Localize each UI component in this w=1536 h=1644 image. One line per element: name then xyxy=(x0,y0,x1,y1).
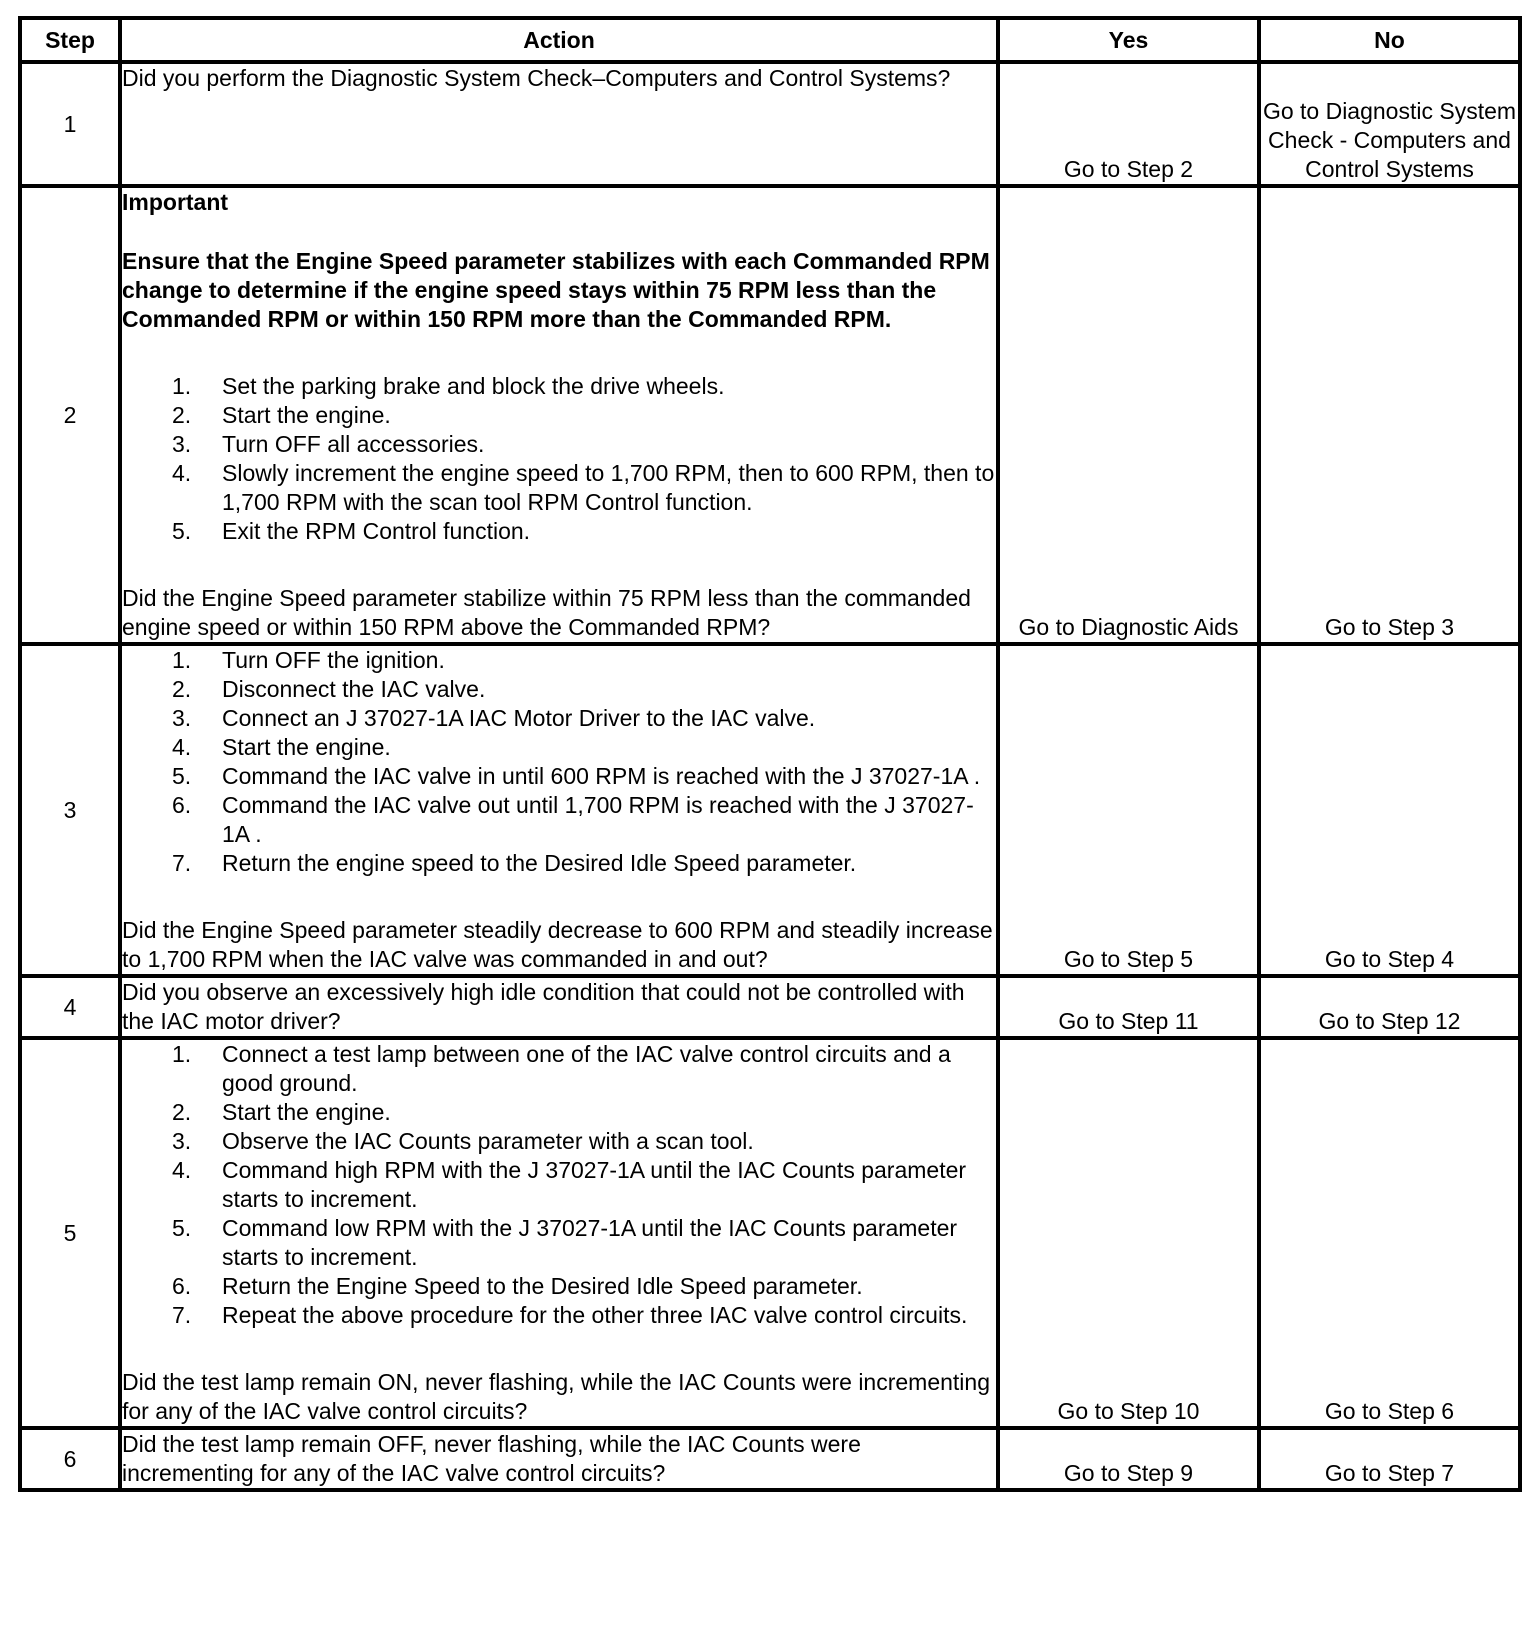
yes-cell: Go to Diagnostic Aids xyxy=(998,186,1259,644)
step-number: 1 xyxy=(20,62,120,186)
step-number: 3 xyxy=(20,644,120,976)
list-item: 7. Return the engine speed to the Desired Idle Speed parameter. xyxy=(172,850,857,876)
no-cell: Go to Step 3 xyxy=(1259,186,1520,644)
procedure-list xyxy=(122,646,996,878)
list-item: 6. Return the Engine Speed to the Desired Idle Speed parameter. xyxy=(172,1273,863,1299)
important-title: Important xyxy=(122,189,229,215)
no-cell: Go to Step 6 xyxy=(1259,1038,1520,1428)
list-item: 3. Observe the IAC Counts parameter with a scan tool. xyxy=(172,1128,754,1154)
procedure-list xyxy=(122,372,996,546)
procedure-list xyxy=(122,1040,996,1330)
table-row xyxy=(20,976,1520,1038)
yes-cell: Go to Step 9 xyxy=(998,1428,1259,1490)
action-question: Did you perform the Diagnostic System Check–Computers and Control Systems? xyxy=(122,65,951,91)
action-cell xyxy=(120,186,998,644)
list-item: 5. Exit the RPM Control function. xyxy=(172,518,531,544)
list-item: 1. Set the parking brake and block the drive wheels. xyxy=(172,373,725,399)
step-number: 2 xyxy=(20,186,120,644)
yes-cell: Go to Step 5 xyxy=(998,644,1259,976)
action-question: Did the test lamp remain ON, never flashing, while the IAC Counts were incrementing for any of the IAC valve control circuits? xyxy=(122,1369,991,1424)
list-item: 1. Connect a test lamp between one of the IAC valve control circuits and a good ground. xyxy=(172,1041,951,1096)
list-item: 4. Slowly increment the engine speed to 1,700 RPM, then to 600 RPM, then to 1,700 RPM with the scan tool RPM Control function. xyxy=(172,460,995,515)
important-body: Ensure that the Engine Speed parameter stabilizes with each Commanded RPM change to determine if the engine speed stays within 75 RPM less than the Commanded RPM or within 150 RPM more than the Commanded RPM. xyxy=(122,248,990,332)
header-step: Step xyxy=(20,18,120,62)
list-item: 5. Command low RPM with the J 37027-1A until the IAC Counts parameter starts to increment. xyxy=(172,1215,958,1270)
action-question: Did the Engine Speed parameter steadily decrease to 600 RPM and steadily increase to 1,700 RPM when the IAC valve was commanded in and out? xyxy=(122,917,993,972)
yes-cell: Go to Step 11 xyxy=(998,976,1259,1038)
action-cell xyxy=(120,1428,998,1490)
header-action: Action xyxy=(120,18,998,62)
header-yes: Yes xyxy=(998,18,1259,62)
no-text: Go to Diagnostic System Check - Computers and Control Systems xyxy=(1262,98,1517,182)
action-cell xyxy=(120,976,998,1038)
list-item: 7. Repeat the above procedure for the other three IAC valve control circuits. xyxy=(172,1302,968,1328)
table-row xyxy=(20,1428,1520,1490)
action-cell xyxy=(120,1038,998,1428)
action-cell xyxy=(120,644,998,976)
action-cell xyxy=(120,62,998,186)
action-question: Did you observe an excessively high idle condition that could not be controlled with the IAC motor driver? xyxy=(122,979,965,1034)
no-cell: Go to Step 4 xyxy=(1259,644,1520,976)
step-number: 5 xyxy=(20,1038,120,1428)
yes-cell: Go to Step 2 xyxy=(998,62,1259,186)
list-item: 3. Connect an J 37027-1A IAC Motor Driver to the IAC valve. xyxy=(172,705,816,731)
table-row xyxy=(20,644,1520,976)
table-row xyxy=(20,62,1520,186)
list-item: 2. Start the engine. xyxy=(172,402,391,428)
table-row xyxy=(20,1038,1520,1428)
list-item: 4. Command high RPM with the J 37027-1A until the IAC Counts parameter starts to increment. xyxy=(172,1157,967,1212)
action-question: Did the Engine Speed parameter stabilize within 75 RPM less than the commanded engine speed or within 150 RPM above the Commanded RPM? xyxy=(122,585,971,640)
list-item: 5. Command the IAC valve in until 600 RPM is reached with the J 37027-1A . xyxy=(172,763,981,789)
no-cell: Go to Step 7 xyxy=(1259,1428,1520,1490)
yes-cell: Go to Step 10 xyxy=(998,1038,1259,1428)
list-item: 1. Turn OFF the ignition. xyxy=(172,647,445,673)
action-question: Did the test lamp remain OFF, never flashing, while the IAC Counts were incrementing for any of the IAC valve control circuits? xyxy=(122,1431,861,1486)
header-no: No xyxy=(1259,18,1520,62)
list-item: 2. Disconnect the IAC valve. xyxy=(172,676,486,702)
no-cell xyxy=(1259,62,1520,186)
header-row xyxy=(20,18,1520,62)
diagnostic-table xyxy=(18,16,1522,1492)
list-item: 6. Command the IAC valve out until 1,700 RPM is reached with the J 37027-1A . xyxy=(172,792,974,847)
list-item: 3. Turn OFF all accessories. xyxy=(172,431,485,457)
table-row xyxy=(20,186,1520,644)
list-item: 4. Start the engine. xyxy=(172,734,391,760)
step-number: 6 xyxy=(20,1428,120,1490)
step-number: 4 xyxy=(20,976,120,1038)
no-cell: Go to Step 12 xyxy=(1259,976,1520,1038)
list-item: 2. Start the engine. xyxy=(172,1099,391,1125)
